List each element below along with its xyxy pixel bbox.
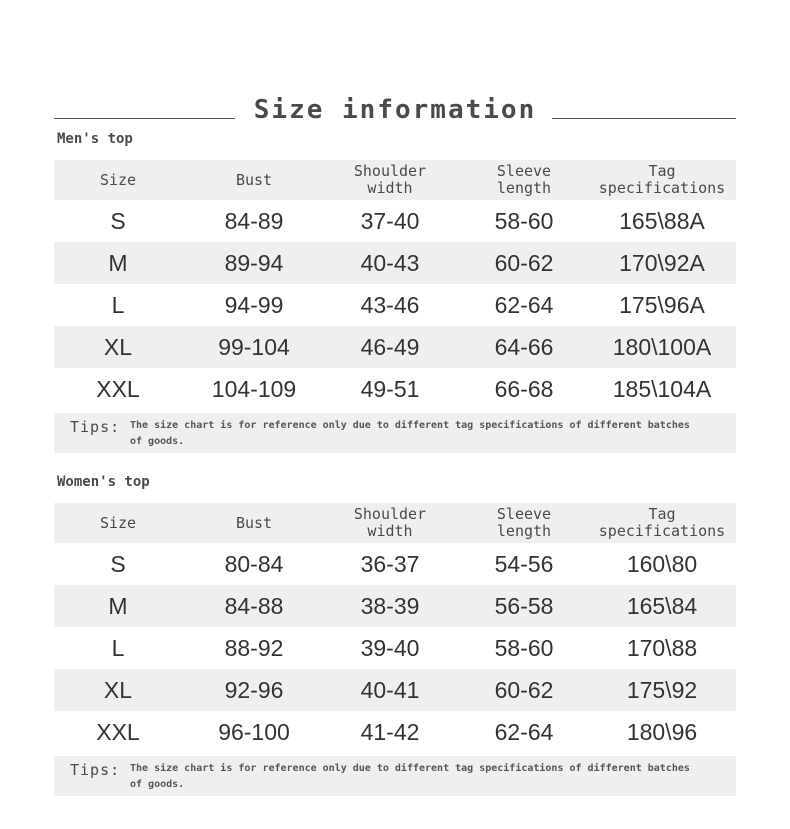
header-bust: Bust: [235, 170, 273, 189]
cell-bust: 92-96: [224, 676, 284, 703]
header-bust: Bust: [235, 513, 273, 532]
tips-box-men: [54, 413, 736, 453]
cell-size: XXL: [96, 718, 140, 745]
cell-sleeve: 62-64: [494, 291, 554, 318]
cell-size: M: [108, 592, 128, 619]
table-row: [54, 242, 736, 284]
cell-shoulder: 40-43: [360, 249, 420, 276]
table-row: [54, 669, 736, 711]
table-row: [54, 368, 736, 410]
cell-sleeve: 58-60: [494, 634, 554, 661]
cell-size: L: [111, 291, 125, 318]
cell-shoulder: 39-40: [360, 634, 420, 661]
page-title: Size information: [253, 95, 537, 125]
title-rule-right: [552, 118, 736, 119]
header-size: Size: [99, 513, 137, 532]
cell-size: XL: [103, 676, 133, 703]
cell-tag: 170\88: [626, 634, 698, 661]
cell-sleeve: 56-58: [494, 592, 554, 619]
cell-size: L: [111, 634, 125, 661]
size-table-women: [54, 503, 736, 753]
table-row: [54, 585, 736, 627]
header-tag-specifications: Tag specifications: [598, 162, 726, 197]
size-table-men: [54, 160, 736, 410]
tips-text: The size chart is for reference only due to different tag specifications of different batches of goods.: [130, 420, 690, 447]
cell-shoulder: 46-49: [360, 333, 420, 360]
cell-sleeve: 54-56: [494, 550, 554, 577]
section-title-men: Men's top: [57, 131, 133, 147]
cell-shoulder: 40-41: [360, 676, 420, 703]
header-tag-specifications: Tag specifications: [598, 505, 726, 540]
header-sleeve-length: Sleeve length: [496, 162, 552, 197]
cell-size: S: [110, 550, 126, 577]
cell-tag: 180\96: [626, 718, 698, 745]
cell-shoulder: 36-37: [360, 550, 420, 577]
cell-tag: 165\84: [626, 592, 698, 619]
cell-bust: 84-88: [224, 592, 284, 619]
cell-bust: 99-104: [218, 333, 290, 360]
header-shoulder-width: Shoulder width: [353, 162, 427, 197]
header-shoulder-width: Shoulder width: [353, 505, 427, 540]
cell-bust: 84-89: [224, 207, 284, 234]
cell-bust: 89-94: [224, 249, 284, 276]
cell-bust: 104-109: [211, 375, 297, 402]
cell-size: S: [110, 207, 126, 234]
cell-bust: 88-92: [224, 634, 284, 661]
table-header-row: [54, 160, 736, 200]
header-sleeve-length: Sleeve length: [496, 505, 552, 540]
cell-sleeve: 60-62: [494, 676, 554, 703]
table-row: [54, 284, 736, 326]
tips-label: Tips:: [70, 418, 121, 436]
cell-sleeve: 58-60: [494, 207, 554, 234]
tips-box-women: [54, 756, 736, 796]
table-row: [54, 543, 736, 585]
cell-sleeve: 66-68: [494, 375, 554, 402]
tips-text: The size chart is for reference only due to different tag specifications of different batches of goods.: [130, 763, 690, 790]
cell-shoulder: 49-51: [360, 375, 420, 402]
cell-tag: 180\100A: [612, 333, 712, 360]
cell-tag: 165\88A: [619, 207, 705, 234]
cell-bust: 96-100: [218, 718, 290, 745]
tips-label: Tips:: [70, 761, 121, 779]
cell-shoulder: 41-42: [360, 718, 420, 745]
cell-tag: 185\104A: [612, 375, 712, 402]
cell-sleeve: 62-64: [494, 718, 554, 745]
table-row: [54, 711, 736, 753]
cell-sleeve: 64-66: [494, 333, 554, 360]
cell-size: XXL: [96, 375, 140, 402]
table-row: [54, 326, 736, 368]
cell-shoulder: 38-39: [360, 592, 420, 619]
cell-tag: 170\92A: [619, 249, 705, 276]
cell-shoulder: 37-40: [360, 207, 420, 234]
cell-sleeve: 60-62: [494, 249, 554, 276]
cell-tag: 175\96A: [619, 291, 705, 318]
header-size: Size: [99, 170, 137, 189]
cell-shoulder: 43-46: [360, 291, 420, 318]
cell-bust: 94-99: [224, 291, 284, 318]
cell-size: M: [108, 249, 128, 276]
table-header-row: [54, 503, 736, 543]
table-row: [54, 627, 736, 669]
table-row: [54, 200, 736, 242]
section-title-women: Women's top: [57, 474, 150, 490]
cell-size: XL: [103, 333, 133, 360]
cell-tag: 160\80: [626, 550, 698, 577]
cell-bust: 80-84: [224, 550, 284, 577]
cell-tag: 175\92: [626, 676, 698, 703]
